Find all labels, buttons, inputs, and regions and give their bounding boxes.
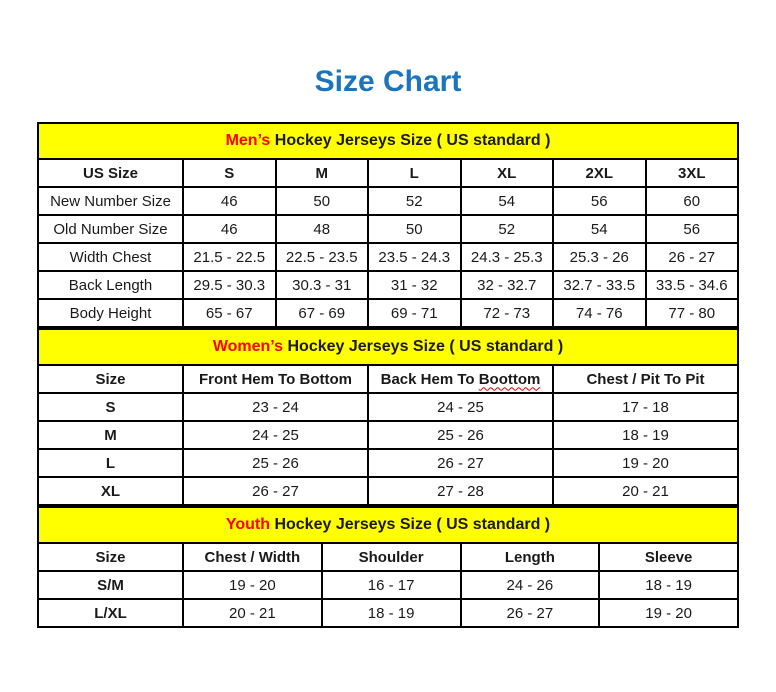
cell: 52 [461, 215, 554, 243]
womens-size-table [37, 328, 739, 506]
cell: 32.7 - 33.5 [553, 271, 646, 299]
table-row [38, 393, 738, 421]
row-label: M [38, 421, 183, 449]
cell: 77 - 80 [646, 299, 739, 327]
cell: 26 - 27 [461, 599, 600, 627]
mens-col-header-s: S [183, 159, 276, 187]
cell: 50 [368, 215, 461, 243]
cell: 27 - 28 [368, 477, 553, 505]
youth-col-header-shoulder: Shoulder [322, 543, 461, 571]
cell: 24 - 25 [183, 421, 368, 449]
cell: 26 - 27 [368, 449, 553, 477]
cell: 25 - 26 [183, 449, 368, 477]
youth-size-table [37, 506, 739, 628]
cell: 54 [553, 215, 646, 243]
mens-banner-text: Hockey Jerseys Size ( US standard ) [270, 132, 551, 149]
cell: 26 - 27 [183, 477, 368, 505]
cell: 56 [646, 215, 739, 243]
mens-col-header-m: M [276, 159, 369, 187]
size-chart-container [37, 122, 739, 628]
womens-section-banner [38, 329, 738, 365]
cell: 50 [276, 187, 369, 215]
cell: 31 - 32 [368, 271, 461, 299]
cell: 48 [276, 215, 369, 243]
youth-header-row [38, 543, 738, 571]
cell: 19 - 20 [183, 571, 322, 599]
cell: 29.5 - 30.3 [183, 271, 276, 299]
cell: 22.5 - 23.5 [276, 243, 369, 271]
youth-col-header-sleeve: Sleeve [599, 543, 738, 571]
table-row [38, 215, 738, 243]
cell: 23 - 24 [183, 393, 368, 421]
cell: 25.3 - 26 [553, 243, 646, 271]
row-label: S [38, 393, 183, 421]
cell: 30.3 - 31 [276, 271, 369, 299]
row-label: New Number Size [38, 187, 183, 215]
cell: 17 - 18 [553, 393, 738, 421]
youth-section-banner [38, 507, 738, 543]
row-label: XL [38, 477, 183, 505]
womens-col-header-back-hem [368, 365, 553, 393]
table-row [38, 571, 738, 599]
youth-banner-highlight: Youth [225, 516, 270, 533]
cell: 26 - 27 [646, 243, 739, 271]
womens-col-header-size: Size [38, 365, 183, 393]
mens-header-row [38, 159, 738, 187]
cell: 32 - 32.7 [461, 271, 554, 299]
table-row [38, 299, 738, 327]
row-label: S/M [38, 571, 183, 599]
back-hem-prefix: Back Hem To [380, 370, 479, 388]
mens-banner-row [38, 123, 738, 159]
cell: 23.5 - 24.3 [368, 243, 461, 271]
row-label: Back Length [38, 271, 183, 299]
youth-col-header-length: Length [461, 543, 600, 571]
mens-col-header-us-size: US Size [38, 159, 183, 187]
cell: 46 [183, 215, 276, 243]
cell: 65 - 67 [183, 299, 276, 327]
table-row [38, 477, 738, 505]
youth-banner-text: Hockey Jerseys Size ( US standard ) [270, 516, 551, 533]
cell: 18 - 19 [599, 571, 738, 599]
row-label: Body Height [38, 299, 183, 327]
cell: 24 - 25 [368, 393, 553, 421]
youth-col-header-size: Size [38, 543, 183, 571]
table-row [38, 271, 738, 299]
cell: 60 [646, 187, 739, 215]
page-title: Size Chart [314, 65, 462, 98]
cell: 20 - 21 [553, 477, 738, 505]
womens-col-header-front-hem: Front Hem To Bottom [183, 365, 368, 393]
table-row [38, 187, 738, 215]
table-row [38, 599, 738, 627]
youth-banner-row [38, 507, 738, 543]
womens-banner-text: Hockey Jerseys Size ( US standard ) [283, 338, 564, 355]
cell: 67 - 69 [276, 299, 369, 327]
cell: 19 - 20 [599, 599, 738, 627]
row-label: Width Chest [38, 243, 183, 271]
cell: 21.5 - 22.5 [183, 243, 276, 271]
back-hem-misspelled-word: Boottom [478, 370, 541, 388]
row-label: L [38, 449, 183, 477]
mens-col-header-xl: XL [461, 159, 554, 187]
mens-size-table [37, 122, 739, 328]
mens-col-header-l: L [368, 159, 461, 187]
cell: 54 [461, 187, 554, 215]
youth-col-header-chest-width: Chest / Width [183, 543, 322, 571]
womens-col-header-chest: Chest / Pit To Pit [553, 365, 738, 393]
cell: 46 [183, 187, 276, 215]
cell: 33.5 - 34.6 [646, 271, 739, 299]
mens-banner-highlight: Men’s [225, 132, 271, 149]
table-row [38, 421, 738, 449]
womens-banner-row [38, 329, 738, 365]
table-row [38, 243, 738, 271]
cell: 18 - 19 [553, 421, 738, 449]
mens-col-header-3xl: 3XL [646, 159, 739, 187]
mens-section-banner [38, 123, 738, 159]
cell: 24 - 26 [461, 571, 600, 599]
row-label: Old Number Size [38, 215, 183, 243]
row-label: L/XL [38, 599, 183, 627]
womens-header-row [38, 365, 738, 393]
mens-col-header-2xl: 2XL [553, 159, 646, 187]
cell: 69 - 71 [368, 299, 461, 327]
cell: 19 - 20 [553, 449, 738, 477]
cell: 25 - 26 [368, 421, 553, 449]
cell: 20 - 21 [183, 599, 322, 627]
cell: 56 [553, 187, 646, 215]
cell: 74 - 76 [553, 299, 646, 327]
cell: 18 - 19 [322, 599, 461, 627]
cell: 72 - 73 [461, 299, 554, 327]
table-row [38, 449, 738, 477]
cell: 24.3 - 25.3 [461, 243, 554, 271]
cell: 52 [368, 187, 461, 215]
womens-banner-highlight: Women’s [212, 338, 284, 355]
cell: 16 - 17 [322, 571, 461, 599]
